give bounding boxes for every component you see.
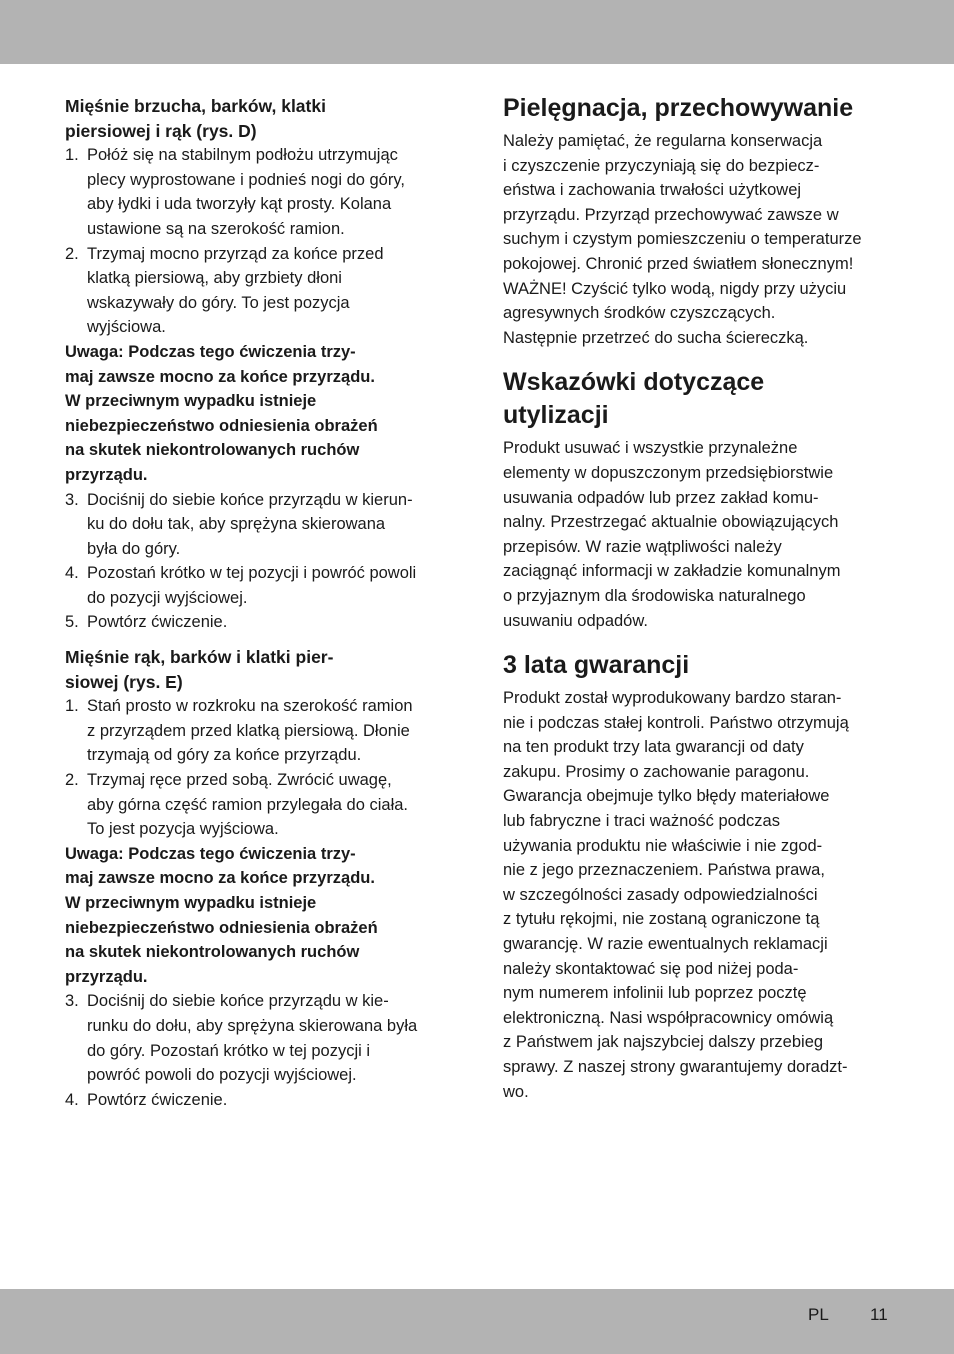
- list-item-line: Połóż się na stabilnym podłożu utrzymując: [87, 146, 398, 165]
- text-line: siowej (rys. E): [65, 671, 183, 692]
- list-item-line: wyjściowa.: [87, 318, 166, 337]
- list-number: 5.: [65, 613, 79, 632]
- text-line: wo.: [503, 1082, 529, 1101]
- text-line: piersiowej i rąk (rys. D): [65, 120, 257, 141]
- warning-text: [65, 340, 457, 488]
- text-line: i czyszczenie przyczyniają się do bezpiecz-: [503, 156, 820, 175]
- text-line: przepisów. W razie wątpliwości należy: [503, 537, 782, 556]
- numbered-list: [65, 989, 457, 1112]
- text-line: WAŻNE! Czyścić tylko wodą, nigdy przy użyciu: [503, 279, 847, 298]
- list-item: [65, 768, 457, 842]
- list-number: 2.: [65, 771, 79, 790]
- list-item-line: Pozostań krótko w tej pozycji i powróć powoli: [87, 564, 417, 583]
- list-item-line: Dociśnij do siebie końce przyrządu w kierun-: [87, 490, 413, 509]
- disposal-heading: [503, 366, 895, 432]
- text-line: Należy pamiętać, że regularna konserwacja: [503, 132, 823, 150]
- list-item-line: Trzymaj mocno przyrząd za końce przed: [87, 244, 384, 263]
- list-item-line: To jest pozycja wyjściowa.: [87, 820, 279, 839]
- list-item-line: do pozycji wyjściowej.: [87, 588, 248, 607]
- header-band: [0, 0, 954, 64]
- left-column: [65, 94, 457, 1112]
- text-line: nie i podczas stałej kontroli. Państwo otrzymują: [503, 713, 849, 732]
- text-line: W przeciwnym wypadku istnieje: [65, 894, 317, 912]
- text-line: Produkt został wyprodukowany bardzo staran-: [503, 689, 842, 708]
- list-item: [65, 488, 457, 562]
- text-line: maj zawsze mocno za końce przyrządu.: [65, 367, 375, 386]
- text-line: gwarancję. W razie ewentualnych reklamacji: [503, 935, 828, 954]
- list-number: 4.: [65, 564, 79, 583]
- text-line: pokojowej. Chronić przed światłem słonecznym!: [503, 254, 854, 273]
- disposal-paragraph: [503, 436, 895, 633]
- list-item-line: ku do dołu tak, aby sprężyna skierowana: [87, 515, 386, 534]
- list-item-line: Trzymaj ręce przed sobą. Zwrócić uwagę,: [87, 771, 392, 790]
- text-line: należy skontaktować się pod niżej poda-: [503, 959, 799, 978]
- list-number: 4.: [65, 1090, 79, 1109]
- list-number: 1.: [65, 146, 79, 165]
- section-heading: [65, 94, 457, 143]
- list-number: 1.: [65, 697, 79, 716]
- text-line: nie z jego przeznaczeniem. Państwa prawa,: [503, 861, 825, 880]
- text-line: maj zawsze mocno za końce przyrządu.: [65, 869, 375, 888]
- list-item-line: Powtórz ćwiczenie.: [87, 613, 228, 632]
- text-line: nym numerem infolinii lub poprzez pocztę: [503, 984, 807, 1003]
- text-line: Uwaga: Podczas tego ćwiczenia trzy-: [65, 844, 356, 863]
- section-heading: [65, 645, 457, 694]
- text-line: utylizacji: [503, 401, 609, 430]
- text-line: agresywnych środków czyszczących.: [503, 304, 776, 323]
- text-line: elektroniczną. Nasi współpracownicy omówią: [503, 1008, 834, 1027]
- list-item-line: wskazywały do góry. To jest pozycja: [87, 293, 350, 312]
- text-line: zaciągnąć informacji w zakładzie komunalnym: [503, 562, 841, 581]
- list-item: [65, 989, 457, 1087]
- text-line: przyrządu.: [65, 465, 148, 484]
- list-item-line: trzymają od góry za końce przyrządu.: [87, 746, 362, 765]
- list-item-line: aby łydki i uda tworzyły kąt prosty. Kolana: [87, 195, 392, 214]
- list-item-line: Powtórz ćwiczenie.: [87, 1090, 228, 1109]
- text-line: przyrządu.: [65, 967, 148, 986]
- list-item-line: ustawione są na szerokość ramion.: [87, 219, 345, 238]
- list-item-line: plecy wyprostowane i podnieś nogi do góry,: [87, 170, 405, 189]
- text-line: na ten produkt trzy lata gwarancji od daty: [503, 738, 804, 757]
- list-item: [65, 694, 457, 768]
- right-column: [503, 92, 895, 1104]
- list-item: [65, 610, 457, 635]
- list-item-line: runku do dołu, aby sprężyna skierowana była: [87, 1016, 418, 1035]
- text-line: na skutek niekontrolowanych ruchów: [65, 943, 360, 962]
- warning-text: [65, 842, 457, 990]
- list-item-line: Dociśnij do siebie końce przyrządu w kie-: [87, 992, 389, 1011]
- language-code: PL: [808, 1305, 829, 1324]
- text-line: W przeciwnym wypadku istnieje: [65, 392, 317, 411]
- list-item-line: z przyrządem przed klatką piersiową. Dłonie: [87, 721, 410, 740]
- text-line: eństwa i zachowania trwałości użytkowej: [503, 181, 802, 200]
- page-number: 11: [870, 1305, 888, 1324]
- text-line: na skutek niekontrolowanych ruchów: [65, 441, 360, 460]
- list-item: [65, 561, 457, 610]
- text-line: Gwarancja obejmuje tylko błędy materiałowe: [503, 787, 830, 806]
- text-line: Wskazówki dotyczące: [503, 368, 765, 397]
- text-line: usuwaniu odpadów.: [503, 611, 648, 630]
- text-line: Produkt usuwać i wszystkie przynależne: [503, 439, 798, 458]
- care-paragraph: [503, 129, 895, 350]
- text-line: niebezpieczeństwo odniesienia obrażeń: [65, 918, 378, 937]
- care-heading: [503, 92, 895, 125]
- list-item-line: klatką piersiową, aby grzbiety dłoni: [87, 269, 342, 288]
- text-line: sprawy. Z naszej strony gwarantujemy doradzt-: [503, 1058, 848, 1076]
- warranty-paragraph: [503, 686, 895, 1104]
- list-item-line: aby górna część ramion przylegała do ciała.: [87, 795, 409, 814]
- list-item-line: do góry. Pozostań krótko w tej pozycji i: [87, 1041, 371, 1060]
- list-item-line: powróć powoli do pozycji wyjściowej.: [87, 1066, 357, 1085]
- text-line: Mięśnie brzucha, barków, klatki: [65, 96, 326, 116]
- text-line: przyrządu. Przyrząd przechowywać zawsze w: [503, 205, 839, 224]
- numbered-list: [65, 488, 457, 636]
- text-line: Mięśnie rąk, barków i klatki pier-: [65, 647, 334, 668]
- text-line: suchym i czystym pomieszczeniu o temperaturze: [503, 230, 862, 249]
- text-line: niebezpieczeństwo odniesienia obrażeń: [65, 416, 378, 435]
- text-line: Uwaga: Podczas tego ćwiczenia trzy-: [65, 342, 356, 361]
- list-item-line: była do góry.: [87, 539, 181, 558]
- text-line: używania produktu nie właściwie i nie zgod-: [503, 836, 823, 855]
- text-line: elementy w dopuszczonym przedsiębiorstwie: [503, 463, 834, 482]
- list-item: [65, 143, 457, 241]
- list-number: 3.: [65, 992, 79, 1011]
- text-line: w szczególności zasady odpowiedzialności: [503, 885, 818, 904]
- list-number: 3.: [65, 490, 79, 509]
- text-line: z Państwem jak najszybciej dalszy przebieg: [503, 1033, 824, 1052]
- text-line: usuwania odpadów lub przez zakład komu-: [503, 488, 819, 507]
- text-line: nalny. Przestrzegać aktualnie obowiązujących: [503, 513, 839, 532]
- numbered-list: [65, 694, 457, 842]
- list-number: 2.: [65, 244, 79, 263]
- text-line: zakupu. Prosimy o zachowanie paragonu.: [503, 762, 810, 781]
- text-line: Następnie przetrzeć do sucha ściereczką.: [503, 328, 809, 347]
- text-line: lub fabryczne i traci ważność podczas: [503, 812, 780, 831]
- text-line: 3 lata gwarancji: [503, 651, 690, 680]
- warranty-heading: [503, 649, 895, 682]
- list-item-line: Stań prosto w rozkroku na szerokość ramion: [87, 697, 413, 716]
- numbered-list: [65, 143, 457, 340]
- list-item: [65, 242, 457, 340]
- text-line: o przyjaznym dla środowiska naturalnego: [503, 586, 806, 605]
- text-line: Pielęgnacja, przechowywanie: [503, 94, 854, 122]
- list-item: [65, 1088, 457, 1113]
- text-line: z tytułu rękojmi, nie zostaną ograniczone tą: [503, 910, 820, 929]
